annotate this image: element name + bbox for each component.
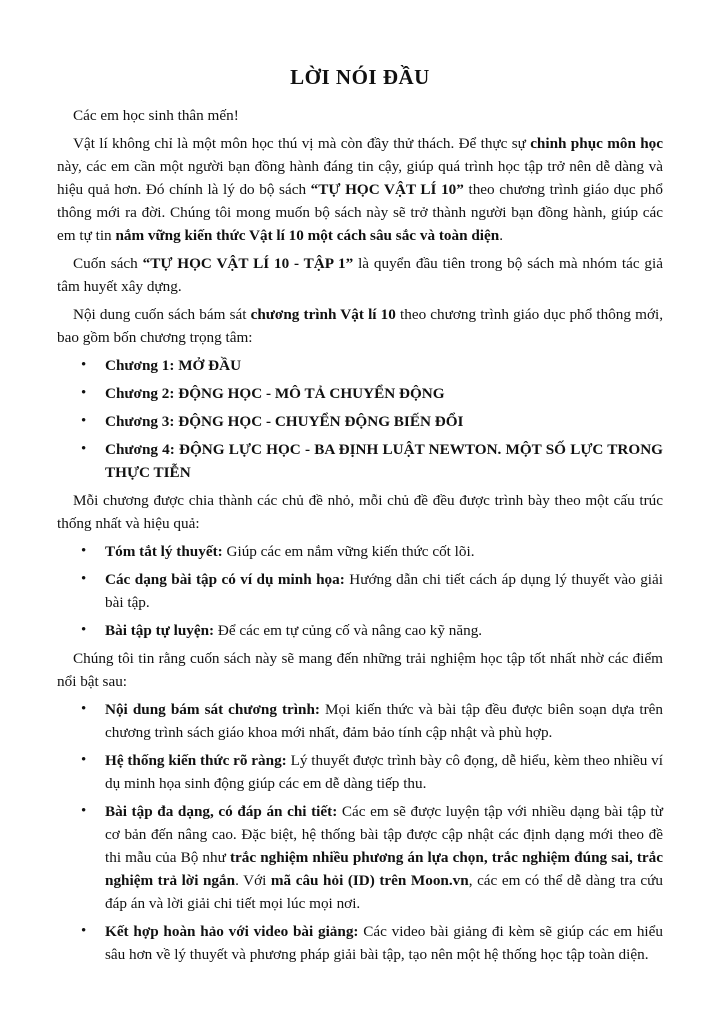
item-heading: Các dạng bài tập có ví dụ minh họa: bbox=[105, 571, 345, 588]
chapter-list bbox=[57, 354, 663, 484]
text: Vật lí không chỉ là một môn học thú vị mà còn đầy thử thách. Để thực sự bbox=[73, 135, 531, 152]
list-item bbox=[105, 568, 663, 614]
text: Nội dung cuốn sách bám sát bbox=[73, 306, 251, 323]
list-item bbox=[105, 619, 663, 642]
chapter-title: Chương 4: ĐỘNG LỰC HỌC - BA ĐỊNH LUẬT NEWTON. MỘT SỐ LỰC TRONG THỰC TIỄN bbox=[105, 441, 663, 481]
text: theo chương trình giáo dục phổ thông mới, bao gồm bốn chương trọng tâm: bbox=[57, 306, 664, 346]
list-item bbox=[105, 354, 663, 377]
item-text: Hướng dẫn chi tiết cách áp dụng lý thuyết vào giải bài tập. bbox=[105, 571, 663, 611]
text: . bbox=[499, 227, 503, 244]
item-text: Các em sẽ được luyện tập với nhiều dạng bài tập từ cơ bản đến nâng cao. Đặc biệt, hệ thống bài tập được cập nhật các định dạng mới theo đề thi mẫu của Bộ như bbox=[105, 803, 663, 866]
list-item bbox=[105, 698, 663, 744]
features-list bbox=[57, 698, 663, 966]
chapter-title: Chương 3: ĐỘNG HỌC - CHUYỂN ĐỘNG BIẾN ĐỔI bbox=[105, 413, 464, 430]
volume-title: “TỰ HỌC VẬT LÍ 10 - TẬP 1” bbox=[142, 255, 354, 272]
list-item bbox=[105, 540, 663, 563]
item-heading: Nội dung bám sát chương trình: bbox=[105, 701, 320, 718]
list-item bbox=[105, 410, 663, 433]
item-text: , các em có thể dễ dàng tra cứu đáp án và lời giải chi tiết mọi lúc mọi nơi. bbox=[105, 872, 663, 912]
item-heading: Bài tập tự luyện: bbox=[105, 622, 215, 639]
list-item bbox=[105, 800, 663, 915]
item-heading: Bài tập đa dạng, có đáp án chi tiết: bbox=[105, 803, 338, 820]
list-item bbox=[105, 438, 663, 484]
text: là quyển đầu tiên trong bộ sách mà nhóm tác giả tâm huyết xây dựng. bbox=[57, 255, 663, 295]
chapter-title: Chương 1: MỞ ĐẦU bbox=[105, 357, 242, 374]
content-paragraph bbox=[57, 303, 663, 349]
bold-text: chương trình Vật lí 10 bbox=[250, 306, 396, 323]
item-heading: Tóm tắt lý thuyết: bbox=[105, 543, 223, 560]
page-title: LỜI NÓI ĐẦU bbox=[290, 65, 430, 89]
bold-text: trắc nghiệm nhiều phương án lựa chọn, trắc nghiệm đúng sai, trắc nghiệm trả lời ngắn bbox=[105, 849, 663, 889]
item-text: Các video bài giảng đi kèm sẽ giúp các em hiểu sâu hơn về lý thuyết và phương pháp giải bài tập, tạo nên một hệ thống học tập toàn diện. bbox=[105, 923, 663, 963]
bold-text: nắm vững kiến thức Vật lí 10 một cách sâu sắc và toàn diện bbox=[115, 227, 500, 244]
bold-text: chinh phục môn học bbox=[530, 135, 664, 152]
greeting: Các em học sinh thân mến! bbox=[73, 107, 239, 124]
item-text: . Với bbox=[235, 872, 271, 889]
item-heading: Kết hợp hoàn hảo với video bài giảng: bbox=[105, 923, 359, 940]
item-text: Mọi kiến thức và bài tập đều được biên soạn dựa trên chương trình sách giáo khoa mới nhất, đảm bảo tính cập nhật và phù hợp. bbox=[105, 701, 663, 741]
features-paragraph: Chúng tôi tin rằng cuốn sách này sẽ mang đến những trải nghiệm học tập tốt nhất nhờ các điểm nổi bật sau: bbox=[57, 650, 663, 690]
item-heading: Hệ thống kiến thức rõ ràng: bbox=[105, 752, 287, 769]
item-text: Lý thuyết được trình bày cô đọng, dễ hiểu, kèm theo nhiều ví dụ minh họa sinh động giúp các em dễ dàng tiếp thu. bbox=[105, 752, 663, 792]
structure-paragraph: Mỗi chương được chia thành các chủ đề nhỏ, mỗi chủ đề đều được trình bày theo một cấu trúc thống nhất và hiệu quả: bbox=[57, 492, 663, 532]
chapter-title: Chương 2: ĐỘNG HỌC - MÔ TẢ CHUYỂN ĐỘNG bbox=[105, 385, 445, 402]
list-item bbox=[105, 382, 663, 405]
document-page bbox=[57, 64, 663, 971]
text: này, các em cần một người bạn đồng hành đáng tin cậy, giúp quá trình học tập trở nên dễ dàng và hiệu quả hơn. Đó chính là lý do bộ sách bbox=[57, 158, 663, 198]
book-title: “TỰ HỌC VẬT LÍ 10” bbox=[310, 181, 464, 198]
list-item bbox=[105, 749, 663, 795]
text: theo chương trình giáo dục phổ thông mới ra đời. Chúng tôi mong muốn bộ sách này sẽ trở thành người bạn đồng hành, giúp các em tự tin bbox=[57, 181, 664, 244]
volume-paragraph bbox=[57, 252, 663, 298]
item-text: Giúp các em nắm vững kiến thức cốt lõi. bbox=[222, 543, 475, 560]
list-item bbox=[105, 920, 663, 966]
item-text: Để các em tự củng cố và nâng cao kỹ năng. bbox=[214, 622, 483, 639]
text: Cuốn sách bbox=[73, 255, 143, 272]
bold-text: mã câu hỏi (ID) trên Moon.vn bbox=[270, 872, 469, 889]
structure-list bbox=[57, 540, 663, 642]
intro-paragraph bbox=[57, 132, 663, 247]
